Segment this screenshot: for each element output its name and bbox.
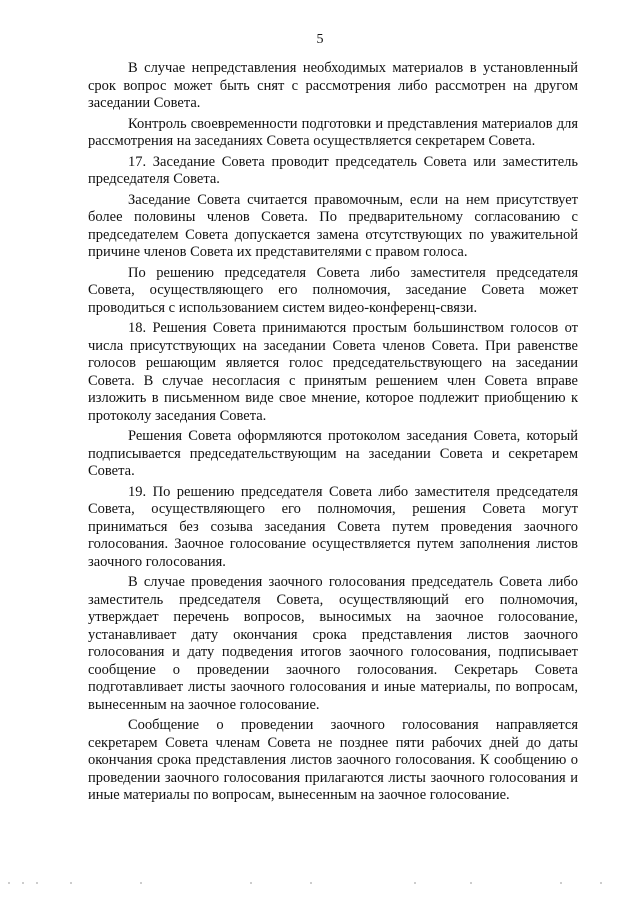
- scan-artifacts: [0, 880, 640, 888]
- scan-dot: [8, 882, 10, 884]
- scan-dot: [470, 882, 472, 884]
- paragraph-absentee-notice: Сообщение о проведении заочного голосования направляется секретарем Совета членам Совета не позднее пяти рабочих дней до даты окончания срока представления листов заочного голосования. К сообщению о проведении заочного голосования прилагаются листы заочного голосования и иные материалы по вопросам, вынесенным на заочное голосование.: [88, 717, 578, 803]
- scan-dot: [36, 882, 38, 884]
- scan-dot: [22, 882, 24, 884]
- paragraph-absentee-procedure: В случае проведения заочного голосования председатель Совета либо заместитель председателя Совета, осуществляющий его полномочия, утверждает перечень вопросов, выносимых на заочное голосование, устанавливает дату окончания срока представления листов заочного голосования и дату подведения итогов заочного голосования, подписывает сообщение о проведении заочного голосования. Секретарь Совета подготавливает листы заочного голосования и иные материалы, по вопросам, вынесенным на заочное голосование.: [88, 574, 578, 713]
- paragraph-preparation-control: Контроль своевременности подготовки и представления материалов для рассмотрения на заседаниях Совета осуществляется секретарем Совета.: [88, 115, 578, 149]
- paragraph-minutes: Решения Совета оформляются протоколом заседания Совета, который подписывается председательствующим на заседании Совета и секретарем Совета.: [88, 428, 578, 479]
- scan-dot: [70, 882, 72, 884]
- paragraph-materials-not-submitted: В случае непредставления необходимых материалов в установленный срок вопрос может быть снят с рассмотрения либо рассмотрен на другом заседании Совета.: [88, 60, 578, 111]
- scan-dot: [600, 882, 602, 884]
- scan-dot: [414, 882, 416, 884]
- paragraph-18-majority-vote: 18. Решения Совета принимаются простым большинством голосов от числа присутствующих на заседании Совета членов Совета. При равенстве голосов решающим является голос председательствующего на заседании Совета. В случае несогласия с принятым решением член Совета вправе изложить в письменном виде свое мнение, которое подлежит приобщению к протоколу заседания Совета.: [88, 320, 578, 424]
- paragraph-video-conference: По решению председателя Совета либо заместителя председателя Совета, осуществляющего его полномочия, заседание Совета может проводиться с использованием систем видео-конференц-связи.: [88, 264, 578, 316]
- page-number: 5: [316, 32, 324, 47]
- paragraph-17-meeting-chair: 17. Заседание Совета проводит председатель Совета или заместитель председателя Совета.: [88, 153, 578, 187]
- paragraph-quorum: Заседание Совета считается правомочным, если на нем присутствует более половины членов Совета. По предварительному согласованию с председателем Совета допускается замена отсутствующих по уважительной причине членов Совета их представителями с правом голоса.: [88, 191, 578, 260]
- scan-dot: [310, 882, 312, 884]
- paragraph-19-absentee-voting: 19. По решению председателя Совета либо заместителя председателя Совета, осуществляющего его полномочия, решения Совета могут приниматься без созыва заседания Совета путем проведения заочного голосования. Заочное голосование осуществляется путем заполнения листов заочного голосования.: [88, 483, 578, 570]
- document-body: [88, 60, 578, 808]
- scan-dot: [250, 882, 252, 884]
- scan-dot: [140, 882, 142, 884]
- scan-dot: [560, 882, 562, 884]
